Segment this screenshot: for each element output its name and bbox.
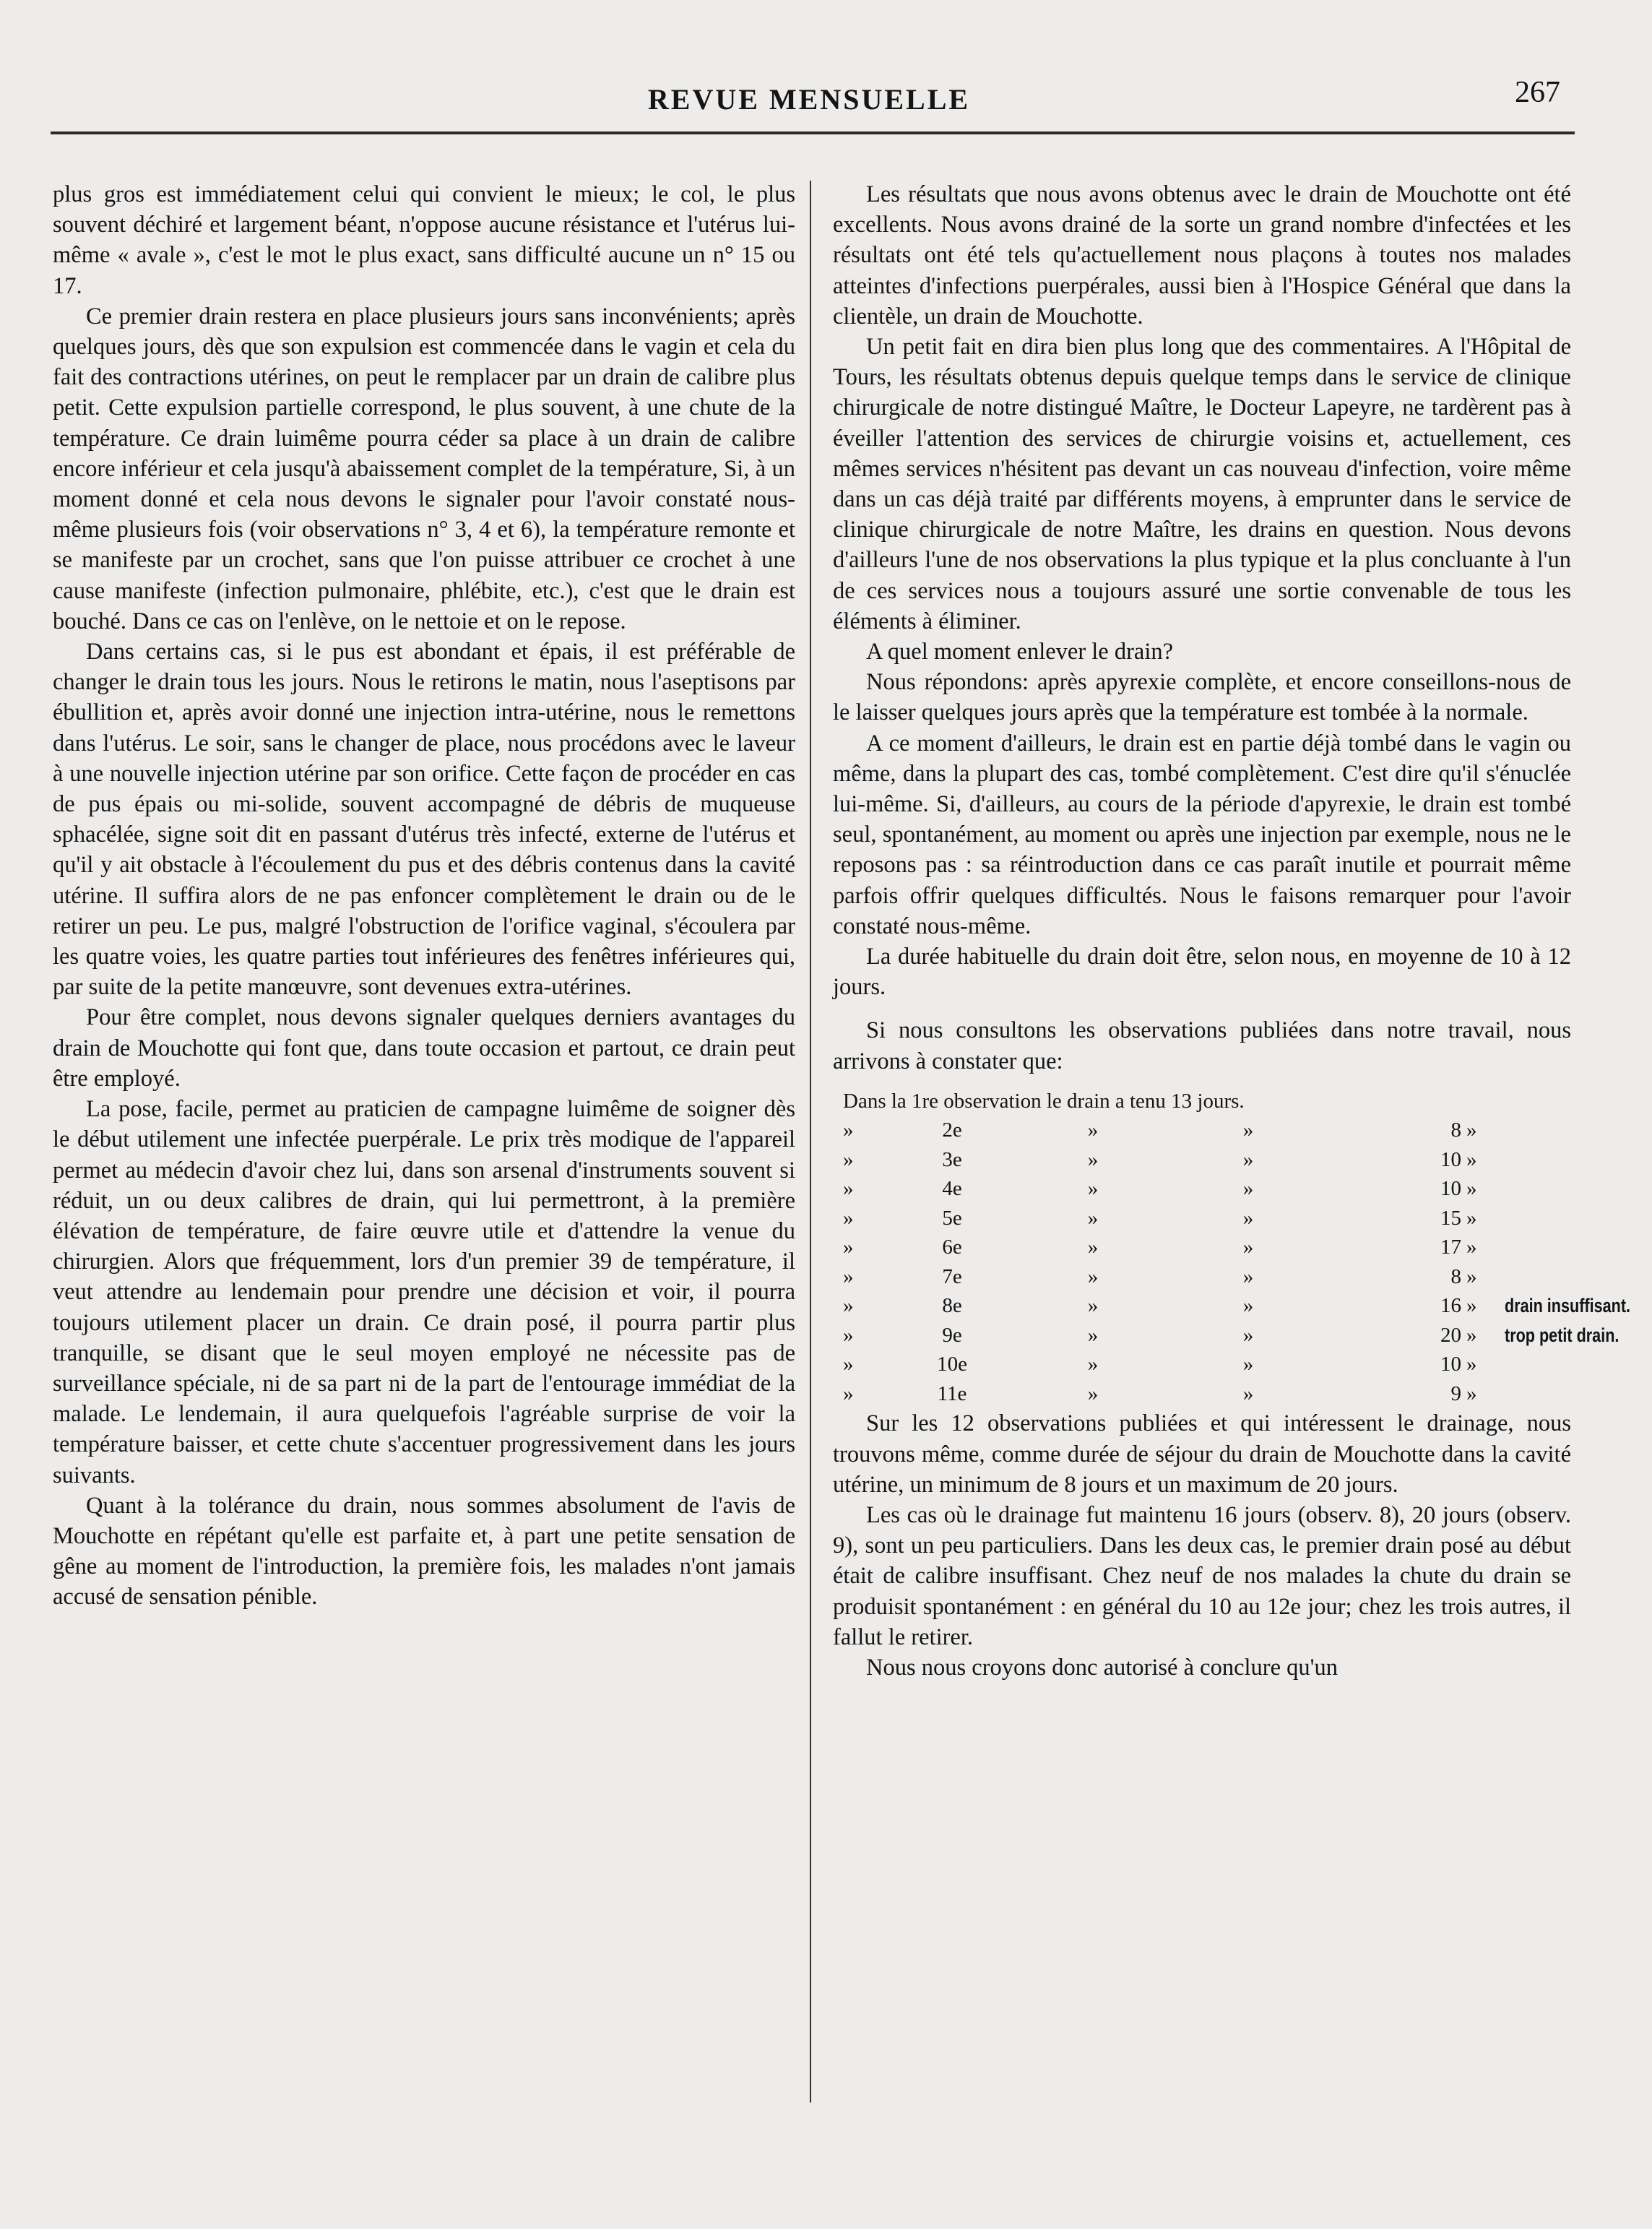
table-row — [833, 1204, 1571, 1233]
ditto-mark: » — [1242, 1294, 1254, 1318]
row-marker: » — [843, 1206, 854, 1230]
days-value: 15 — [1440, 1206, 1461, 1230]
ditto-mark: » — [1466, 1381, 1477, 1405]
paragraph: Les cas où le drainage fut maintenu 16 jours (observ. 8), 20 jours (observ. 9), sont un peu particuliers. Dans les deux cas, le premier drain posé au début était de calibre insuffisant. Chez neuf de nos malades la chute du drain se produisit spontanément : en général du 10 au 12e jour; chez les trois autres, il fallut le retirer. — [833, 1502, 1571, 1650]
days-value: 10 — [1440, 1177, 1461, 1201]
row-note: drain insuffisant. — [1505, 1295, 1631, 1317]
days-value: 16 — [1440, 1294, 1461, 1318]
ditto-mark: » — [1087, 1353, 1099, 1376]
paragraph: Quant à la tolérance du drain, nous sommes absolument de l'avis de Mouchotte en répétant qu'elle est parfaite et, à part une petite sensation de gêne au moment de l'introduction, la première fois, les malades n'ont jamais accusé de sensation pénible. — [53, 1492, 795, 1611]
running-header — [43, 71, 1575, 129]
paragraph: Dans certains cas, si le pus est abondant et épais, il est préférable de changer le drain tous les jours. Nous le retirons le matin, nous l'aseptisons par ébullition et, après avoir donné une injection intra-utérine, nous le remettons dans l'utérus. Le soir, sans le changer de place, nous procédons avec le laveur à une nouvelle injection utérine par son orifice. Cette façon de procéder en cas de pus épais ou mi-solide, souvent accompagné de débris de muqueuse sphacélée, signe soit dit en passant d'utérus très infecté, externe de l'utérus et qu'il y ait obstacle à l'écoulement du pus et des débris contenus dans la cavité utérine. Il suffira alors de ne pas enfoncer complètement le drain ou de le retirer un peu. Le pus, malgré l'obstruction de l'orifice vaginal, s'écoulera par les quatre voies, les quatre parties tout inférieures des fenêtres inférieures qui, par suite de la petite manœuvre, sont devenues extra-utérines. — [53, 639, 795, 1001]
ditto-mark: » — [1087, 1294, 1099, 1318]
observation-number: 3e — [942, 1147, 962, 1171]
days-value: 9 — [1450, 1381, 1461, 1405]
row-marker: » — [843, 1381, 854, 1405]
ditto-mark: » — [1466, 1206, 1477, 1230]
table-row — [833, 1233, 1571, 1262]
table-row — [833, 1262, 1571, 1292]
paragraph: Les résultats que nous avons obtenus avec le drain de Mouchotte ont été excellents. Nous avons drainé de la sorte un grand nombre d'infectées et les résultats ont été tels qu'actuellement nous plaçons à toutes nos malades atteintes d'infections puerpérales, aussi bien à l'Hospice Général que dans la clientèle, un drain de Mouchotte. — [833, 181, 1571, 329]
paragraph: La pose, facile, permet au praticien de campagne luimême de soigner dès le début utilement une infectée puerpérale. Le prix très modique de l'appareil permet au médecin d'avoir chez lui, dans son arsenal d'instruments souvent si réduit, un ou deux calibres de drain, qui lui permettront, à la première élévation de température, de faire œuvre utile et d'attendre la venue du chirurgien. Alors que fréquemment, lors d'un premier 39 de température, il veut attendre au lendemain pour prendre une décision et voir, il pourra toujours utilement placer un drain. Ce drain posé, il pourra partir plus tranquille, se disant que le seul moyen employé ne nécessite pas de surveillance spéciale, ni de sa part ni de la part de l'entourage immédiat de la malade. Le lendemain, il aura quelquefois l'agréable surprise de voir la température baisser, et cette chute s'accentuer progressivement dans les jours suivants. — [53, 1096, 795, 1488]
ditto-mark: » — [1242, 1264, 1254, 1288]
table-row — [833, 1174, 1571, 1204]
ditto-mark: » — [1466, 1264, 1477, 1288]
observation-number: 4e — [942, 1177, 962, 1201]
right-column — [833, 179, 1631, 1683]
drain-duration-table — [833, 1087, 1631, 1409]
paragraph: Ce premier drain restera en place plusieurs jours sans inconvénients; après quelques jours, dès que son expulsion est commencée dans le vagin et cela du fait des contractions utérines, on peut le remplacer par un drain de calibre plus petit. Cette expulsion partielle correspond, le plus souvent, à une chute de la température. Ce drain luimême pourra céder sa place à un drain de calibre encore inférieur et cela jusqu'à abaissement complet de la température, Si, à un moment donné et cela nous devons le signaler pour l'avoir constaté nous-même plusieurs fois (voir observations n° 3, 4 et 6), la température remonte et se manifeste par un crochet, sans que l'on puisse attribuer ce crochet à une cause manifeste (infection pulmonaire, phlébite, etc.), c'est que le drain est bouché. Dans ce cas on l'enlève, on le nettoie et on le repose. — [53, 303, 795, 634]
paragraph: A quel moment enlever le drain? — [866, 639, 1174, 665]
paragraph: plus gros est immédiatement celui qui convient le mieux; le col, le plus souvent déchiré et largement béant, n'oppose aucune résistance et l'utérus lui-même « avale », c'est le mot le plus exact, sans difficulté aucune un n° 15 ou 17. — [53, 181, 795, 299]
observation-number: 6e — [942, 1236, 962, 1259]
row-marker: » — [843, 1147, 854, 1171]
days-value: 17 — [1440, 1236, 1461, 1259]
observation-number: 8e — [942, 1294, 962, 1318]
table-row — [833, 1145, 1571, 1175]
ditto-mark: » — [1466, 1294, 1477, 1318]
row-marker: » — [843, 1177, 854, 1201]
ditto-mark: » — [1466, 1236, 1477, 1259]
column-divider — [810, 181, 811, 2103]
ditto-mark: » — [1466, 1323, 1477, 1347]
table-row — [833, 1116, 1571, 1145]
paragraph: Sur les 12 observations publiées et qui intéressent le drainage, nous trouvons même, comme durée de séjour du drain de Mouchotte dans la cavité utérine, un minimum de 8 jours et un maximum de 20 jours. — [833, 1410, 1571, 1498]
ditto-mark: » — [1466, 1353, 1477, 1376]
observation-number: 9e — [942, 1323, 962, 1347]
days-value: 10 — [1440, 1147, 1461, 1171]
paragraph: Un petit fait en dira bien plus long que des commentaires. A l'Hôpital de Tours, les résultats obtenus depuis quelque temps dans le service de clinique chirurgicale de notre distingué Maître, le Docteur Lapeyre, ne tardèrent pas à éveiller l'attention des services de chirurgie voisins et, actuellement, ces mêmes services n'hésitent pas devant un cas nouveau d'infection, voire même dans un cas déjà traité par différents moyens, à emprunter dans le service de clinique chirurgicale de notre Maître, les drains en question. Nous devons d'ailleurs l'une de nos observations la plus typique et la plus concluante à l'un de ces services nous a toujours assuré une sortie convenable de tous les éléments à éliminer. — [833, 334, 1571, 634]
observation-number: 2e — [942, 1118, 962, 1142]
ditto-mark: » — [1466, 1118, 1477, 1142]
row-marker: » — [843, 1294, 854, 1318]
table-body — [833, 1116, 1631, 1408]
ditto-mark: » — [1466, 1147, 1477, 1171]
ditto-mark: » — [1466, 1177, 1477, 1201]
row-marker: » — [843, 1353, 854, 1376]
table-row — [833, 1291, 1631, 1321]
paragraph: Si nous consultons les observations publiées dans notre travail, nous arrivons à constater que: — [833, 1017, 1571, 1074]
ditto-mark: » — [1242, 1118, 1254, 1142]
paragraph: La durée habituelle du drain doit être, selon nous, en moyenne de 10 à 12 jours. — [833, 944, 1571, 1001]
row-marker: » — [843, 1236, 854, 1259]
paragraph: A ce moment d'ailleurs, le drain est en partie déjà tombé dans le vagin ou même, dans la plupart des cas, tombé complètement. C'est dire qu'il s'énuclée lui-même. Si, d'ailleurs, au cours de la période d'apyrexie, le drain est tombé seul, spontanément, au moment ou après une injection par exemple, nous ne le reposons pas : sa réintroduction dans ce cas paraît inutile et pourrait même parfois offrir quelques difficultés. Nous le faisons remarquer pour l'avoir constaté nous-même. — [833, 730, 1571, 939]
row-marker: » — [843, 1118, 854, 1142]
row-note: trop petit drain. — [1505, 1324, 1619, 1346]
table-row — [833, 1350, 1571, 1379]
ditto-mark: » — [1242, 1381, 1254, 1405]
table-row — [833, 1321, 1619, 1350]
left-column — [53, 179, 795, 1613]
ditto-mark: » — [1242, 1323, 1254, 1347]
page-number: 267 — [1515, 76, 1560, 109]
ditto-mark: » — [1242, 1177, 1254, 1201]
table-row — [833, 1379, 1571, 1409]
ditto-mark: » — [1087, 1177, 1099, 1201]
ditto-mark: » — [1087, 1323, 1099, 1347]
ditto-mark: » — [1242, 1236, 1254, 1259]
journal-title: REVUE MENSUELLE — [647, 83, 971, 116]
days-value: 8 — [1450, 1264, 1461, 1288]
header-rule — [51, 132, 1575, 134]
ditto-mark: » — [1087, 1381, 1099, 1405]
row-marker: » — [843, 1264, 854, 1288]
ditto-mark: » — [1242, 1206, 1254, 1230]
days-value: 10 — [1440, 1353, 1461, 1376]
ditto-mark: » — [1087, 1264, 1099, 1288]
ditto-mark: » — [1242, 1353, 1254, 1376]
ditto-mark: » — [1087, 1206, 1099, 1230]
paragraph: Pour être complet, nous devons signaler quelques derniers avantages du drain de Mouchotte qui font que, dans toute occasion et partout, ce drain peut être employé. — [53, 1004, 795, 1092]
observation-number: 11e — [937, 1381, 967, 1405]
observation-number: 7e — [942, 1264, 962, 1288]
table-row — [833, 1087, 1571, 1116]
row-marker: » — [843, 1323, 854, 1347]
ditto-mark: » — [1087, 1236, 1099, 1259]
table-first-row: Dans la 1re observation le drain a tenu 13 jours. — [843, 1089, 1245, 1113]
observation-number: 5e — [942, 1206, 962, 1230]
days-value: 8 — [1450, 1118, 1461, 1142]
ditto-mark: » — [1087, 1147, 1099, 1171]
observation-number: 10e — [937, 1353, 967, 1376]
ditto-mark: » — [1087, 1118, 1099, 1142]
ditto-mark: » — [1242, 1147, 1254, 1171]
days-value: 20 — [1440, 1323, 1461, 1347]
paragraph: Nous nous croyons donc autorisé à conclure qu'un — [866, 1655, 1338, 1681]
paragraph: Nous répondons: après apyrexie complète, et encore conseillons-nous de le laisser quelques jours après que la température est tombée à la normale. — [833, 669, 1571, 726]
